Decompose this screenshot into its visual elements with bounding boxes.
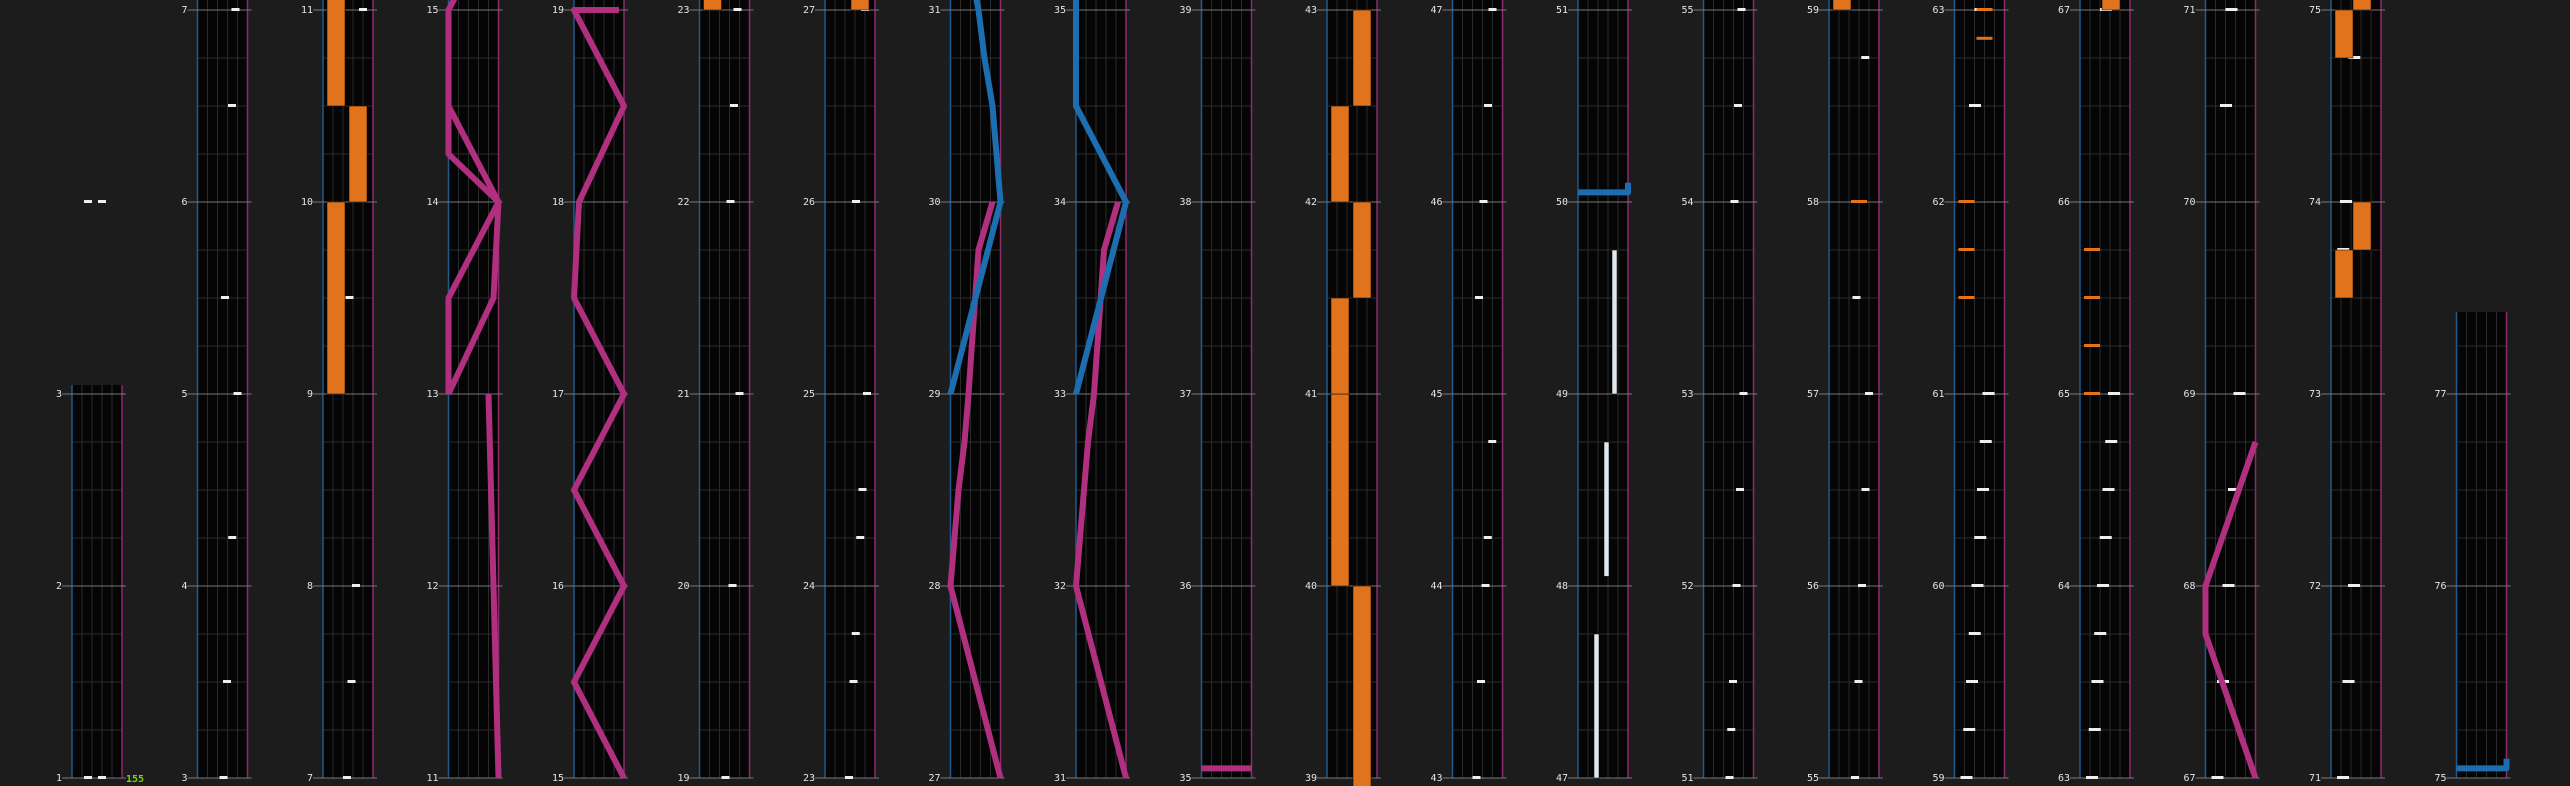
chip-note — [348, 680, 356, 683]
chip-note — [2097, 584, 2109, 587]
chip-note — [1733, 584, 1741, 587]
chip-note — [2348, 584, 2360, 587]
measure-number: 33 — [1053, 389, 1066, 400]
measure-number: 42 — [1304, 197, 1317, 208]
measure-number: 75 — [2308, 5, 2321, 16]
measure-number: 21 — [677, 389, 690, 400]
chip-note — [2340, 200, 2352, 203]
bpm-label: 155 — [126, 774, 145, 785]
measure-number: 14 — [426, 197, 439, 208]
chip-note — [223, 680, 231, 683]
chip-note — [2100, 536, 2112, 539]
chip-note — [2223, 584, 2235, 587]
chip-note — [84, 200, 92, 203]
measure-number: 37 — [1179, 389, 1192, 400]
fx-hold-note — [349, 106, 367, 202]
measure-number: 9 — [306, 389, 313, 400]
measure-number: 54 — [1681, 197, 1694, 208]
chip-note — [98, 776, 106, 779]
measure-number: 6 — [181, 197, 188, 208]
measure-number: 26 — [802, 197, 815, 208]
chip-note — [1480, 200, 1488, 203]
chip-note — [1961, 776, 1973, 779]
measure-number: 39 — [1179, 5, 1192, 16]
chip-note — [727, 200, 735, 203]
chip-note — [1966, 680, 1978, 683]
lane-column — [815, 0, 879, 778]
chip-note — [228, 536, 236, 539]
measure-number: 76 — [2434, 581, 2447, 592]
measure-number: 8 — [306, 581, 313, 592]
measure-number: 48 — [1555, 581, 1568, 592]
chip-note — [1477, 680, 1485, 683]
lane-background — [2080, 0, 2130, 778]
measure-number: 44 — [1430, 581, 1443, 592]
chip-note — [1734, 104, 1742, 107]
chip-note — [1983, 392, 1995, 395]
measure-number: 68 — [2183, 581, 2196, 592]
measure-number: 36 — [1179, 581, 1192, 592]
chip-note — [2220, 104, 2232, 107]
chip-note — [359, 8, 367, 11]
lane-column — [1819, 0, 1883, 778]
measure-number: 31 — [1053, 773, 1066, 784]
measure-number: 65 — [2057, 389, 2070, 400]
fx-chip-note — [2084, 392, 2100, 395]
chip-note — [730, 104, 738, 107]
measure-number: 72 — [2308, 581, 2321, 592]
lane-background — [1578, 0, 1628, 778]
measure-number: 40 — [1304, 581, 1317, 592]
chip-note — [1727, 728, 1735, 731]
lane-column — [2321, 0, 2385, 778]
fx-hold-note — [2335, 10, 2353, 58]
chip-note — [1861, 56, 1869, 59]
measure-number: 66 — [2057, 197, 2070, 208]
chip-note — [859, 488, 867, 491]
chip-note — [2103, 488, 2115, 491]
chip-note — [1484, 104, 1492, 107]
lane-background — [1704, 0, 1754, 778]
measure-number: 16 — [551, 581, 564, 592]
fx-hold-note — [1331, 298, 1349, 394]
chip-note — [1475, 296, 1483, 299]
fx-hold-note — [1331, 106, 1349, 202]
measure-number: 53 — [1681, 389, 1694, 400]
fx-hold-note — [1331, 394, 1349, 586]
fx-chip-note — [2084, 248, 2100, 251]
measure-number: 27 — [928, 773, 941, 784]
fx-chip-note — [1977, 37, 1993, 40]
chip-note — [1851, 776, 1859, 779]
chip-note — [1729, 680, 1737, 683]
measure-number: 67 — [2057, 5, 2070, 16]
chip-note — [1974, 536, 1986, 539]
fx-hold-note — [851, 0, 869, 10]
measure-number: 15 — [551, 773, 564, 784]
fx-chip-note — [2084, 296, 2100, 299]
measure-number: 46 — [1430, 197, 1443, 208]
measure-number: 71 — [2183, 5, 2196, 16]
chip-note — [1740, 392, 1748, 395]
measure-number: 20 — [677, 581, 690, 592]
measure-number: 34 — [1053, 197, 1066, 208]
chip-note — [1963, 728, 1975, 731]
fx-hold-note — [1353, 586, 1371, 786]
chip-note — [850, 680, 858, 683]
chip-note — [2337, 776, 2349, 779]
fx-hold-note — [2335, 250, 2353, 298]
measure-number: 58 — [1806, 197, 1819, 208]
measure-number: 51 — [1681, 773, 1694, 784]
measure-number: 3 — [55, 389, 62, 400]
measure-number: 52 — [1681, 581, 1694, 592]
chip-note — [856, 536, 864, 539]
measure-number: 4 — [181, 581, 188, 592]
measure-number: 22 — [677, 197, 690, 208]
measure-number: 69 — [2183, 389, 2196, 400]
chip-note — [1489, 8, 1497, 11]
measure-number: 63 — [1932, 5, 1945, 16]
measure-number: 13 — [426, 389, 439, 400]
bt-hold-note — [1594, 634, 1599, 778]
measure-number: 10 — [300, 197, 313, 208]
measure-number: 25 — [802, 389, 815, 400]
chip-note — [221, 296, 229, 299]
measure-number: 51 — [1555, 5, 1568, 16]
fx-chip-note — [1959, 248, 1975, 251]
measure-number: 1 — [55, 773, 62, 784]
chip-note — [1977, 488, 1989, 491]
chip-note — [98, 200, 106, 203]
measure-number: 75 — [2434, 773, 2447, 784]
chip-note — [1862, 488, 1870, 491]
chip-note — [343, 776, 351, 779]
chip-note — [736, 392, 744, 395]
lane-background — [1829, 0, 1879, 778]
measure-number: 17 — [551, 389, 564, 400]
chip-note — [1858, 584, 1866, 587]
measure-number: 55 — [1806, 773, 1819, 784]
lane-background — [198, 0, 248, 778]
chip-note — [1726, 776, 1734, 779]
fx-hold-note — [2353, 202, 2371, 250]
measure-number: 45 — [1430, 389, 1443, 400]
chip-note — [1736, 488, 1744, 491]
chip-note — [1731, 200, 1739, 203]
fx-chip-note — [1851, 200, 1867, 203]
measure-number: 67 — [2183, 773, 2196, 784]
measure-number: 55 — [1681, 5, 1694, 16]
lane-column — [1443, 0, 1507, 778]
chip-note — [1484, 536, 1492, 539]
measure-number: 43 — [1430, 773, 1443, 784]
measure-number: 38 — [1179, 197, 1192, 208]
fx-hold-note — [1353, 10, 1371, 106]
lane-background — [825, 0, 875, 778]
measure-number: 23 — [677, 5, 690, 16]
measure-number: 47 — [1430, 5, 1443, 16]
chip-note — [2108, 392, 2120, 395]
measure-number: 11 — [300, 5, 313, 16]
measure-number: 7 — [306, 773, 313, 784]
chip-note — [1865, 392, 1873, 395]
chip-note — [346, 296, 354, 299]
chip-note — [863, 392, 871, 395]
measure-number: 74 — [2308, 197, 2321, 208]
measure-number: 56 — [1806, 581, 1819, 592]
lane-column — [1568, 0, 1632, 778]
fx-hold-note — [2353, 0, 2371, 10]
chip-note — [1473, 776, 1481, 779]
fx-chip-note — [2084, 344, 2100, 347]
measure-number: 29 — [928, 389, 941, 400]
chip-note — [352, 584, 360, 587]
chip-note — [2092, 680, 2104, 683]
lane-background — [1453, 0, 1503, 778]
measure-number: 7 — [181, 5, 188, 16]
bt-hold-note — [1612, 250, 1617, 394]
lane-column — [188, 0, 252, 778]
lane-column — [1192, 0, 1256, 778]
lane-column — [690, 0, 754, 778]
fx-hold-note — [704, 0, 722, 10]
lane-background — [2331, 0, 2381, 778]
chip-note — [228, 104, 236, 107]
measure-number: 41 — [1304, 389, 1317, 400]
measure-number: 27 — [802, 5, 815, 16]
lane-background — [72, 385, 122, 778]
chip-note — [234, 392, 242, 395]
chip-note — [2094, 632, 2106, 635]
measure-number: 3 — [181, 773, 188, 784]
fx-hold-note — [1353, 202, 1371, 298]
lane-background — [1202, 0, 1252, 778]
fx-hold-note — [327, 202, 345, 394]
measure-number: 39 — [1304, 773, 1317, 784]
chip-note — [845, 776, 853, 779]
measure-number: 28 — [928, 581, 941, 592]
measure-number: 70 — [2183, 197, 2196, 208]
measure-number: 60 — [1932, 581, 1945, 592]
lane-column — [2196, 0, 2260, 778]
chip-note — [1482, 584, 1490, 587]
measure-number: 15 — [426, 5, 439, 16]
chip-note — [1738, 8, 1746, 11]
chip-note — [852, 200, 860, 203]
chip-note — [729, 584, 737, 587]
measure-number: 71 — [2308, 773, 2321, 784]
lane-background — [700, 0, 750, 778]
measure-number: 35 — [1053, 5, 1066, 16]
chip-note — [1972, 584, 1984, 587]
measure-number: 11 — [426, 773, 439, 784]
chip-note — [2086, 776, 2098, 779]
measure-number: 31 — [928, 5, 941, 16]
measure-number: 32 — [1053, 581, 1066, 592]
chip-note — [2343, 680, 2355, 683]
measure-number: 24 — [802, 581, 815, 592]
measure-number: 77 — [2434, 389, 2447, 400]
fx-chip-note — [1977, 8, 1993, 11]
measure-number: 59 — [1806, 5, 1819, 16]
measure-number: 49 — [1555, 389, 1568, 400]
measure-number: 18 — [551, 197, 564, 208]
chip-note — [1969, 104, 1981, 107]
measure-number: 61 — [1932, 389, 1945, 400]
fx-chip-note — [1959, 296, 1975, 299]
fx-chip-note — [1959, 200, 1975, 203]
lane-column — [2447, 312, 2511, 778]
lane-background — [2457, 312, 2507, 778]
chip-note — [722, 776, 730, 779]
chip-note — [220, 776, 228, 779]
measure-number: 73 — [2308, 389, 2321, 400]
chip-note — [232, 8, 240, 11]
chip-note — [852, 632, 860, 635]
lane-column — [1945, 0, 2009, 778]
measure-number: 59 — [1932, 773, 1945, 784]
chip-note — [1855, 680, 1863, 683]
lane-column — [62, 385, 126, 778]
chip-note — [1980, 440, 1992, 443]
measure-number: 35 — [1179, 773, 1192, 784]
measure-number: 23 — [802, 773, 815, 784]
fx-hold-note — [2102, 0, 2120, 10]
chip-note — [2105, 440, 2117, 443]
measure-number: 43 — [1304, 5, 1317, 16]
lane-background — [1955, 0, 2005, 778]
chip-note — [734, 8, 742, 11]
chip-note — [1969, 632, 1981, 635]
measure-number: 62 — [1932, 197, 1945, 208]
measure-number: 63 — [2057, 773, 2070, 784]
chip-note — [2234, 392, 2246, 395]
chip-note — [2226, 8, 2238, 11]
chip-note — [84, 776, 92, 779]
measure-number: 2 — [55, 581, 62, 592]
measure-number: 57 — [1806, 389, 1819, 400]
measure-number: 19 — [677, 773, 690, 784]
fx-hold-note — [1833, 0, 1851, 10]
measure-number: 30 — [928, 197, 941, 208]
lane-column — [1694, 0, 1758, 778]
bt-hold-note — [1604, 442, 1609, 576]
measure-number: 64 — [2057, 581, 2070, 592]
measure-number: 12 — [426, 581, 439, 592]
measure-number: 47 — [1555, 773, 1568, 784]
measure-number: 50 — [1555, 197, 1568, 208]
lane-column — [2070, 0, 2134, 778]
chip-note — [1853, 296, 1861, 299]
measure-number: 5 — [181, 389, 188, 400]
chip-note — [2212, 776, 2224, 779]
fx-hold-note — [327, 0, 345, 106]
chip-note — [2089, 728, 2101, 731]
chip-note — [1488, 440, 1496, 443]
measure-number: 19 — [551, 5, 564, 16]
